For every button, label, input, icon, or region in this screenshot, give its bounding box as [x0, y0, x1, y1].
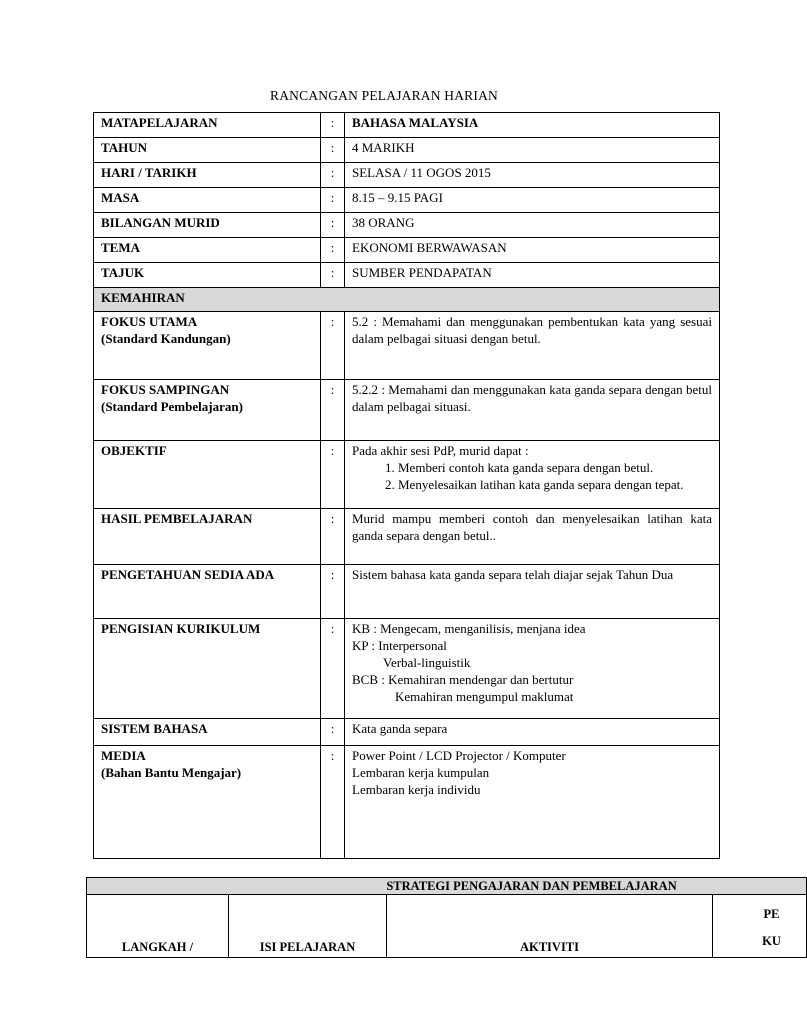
strategy-heading: STRATEGI PENGAJARAN DAN PEMBELAJARAN	[87, 878, 807, 895]
colon: :	[321, 380, 345, 441]
colon: :	[321, 312, 345, 380]
row-fokus-sampingan	[94, 380, 720, 441]
value-sistem-bahasa: Kata ganda separa	[345, 719, 720, 746]
row-media	[94, 746, 720, 859]
value-masa: 8.15 – 9.15 PAGI	[345, 188, 720, 213]
colon: :	[321, 113, 345, 138]
row-masa	[94, 188, 720, 213]
row-tajuk	[94, 263, 720, 288]
section-kemahiran: KEMAHIRAN	[94, 288, 720, 312]
fokus-sampingan-subtitle: (Standard Pembelajaran)	[101, 399, 243, 414]
value-fokus-utama: 5.2 : Memahami dan menggunakan pembentukan kata yang sesuai dalam pelbagai situasi dengan betul.	[345, 312, 720, 380]
media-title: MEDIA	[101, 748, 146, 763]
label-matapelajaran: MATAPELAJARAN	[94, 113, 321, 138]
pengisian-kp: KP : Interpersonal	[352, 638, 447, 653]
value-bilangan-murid: 38 ORANG	[345, 213, 720, 238]
colon: :	[321, 441, 345, 509]
row-objektif	[94, 441, 720, 509]
row-fokus-utama	[94, 312, 720, 380]
row-sistem-bahasa	[94, 719, 720, 746]
media-line: Lembaran kerja individu	[352, 782, 481, 797]
value-tajuk: SUMBER PENDAPATAN	[345, 263, 720, 288]
label-fokus-utama	[94, 312, 321, 380]
colon: :	[321, 565, 345, 619]
label-hasil-pembelajaran: HASIL PEMBELAJARAN	[94, 509, 321, 565]
label-tema: TEMA	[94, 238, 321, 263]
value-fokus-sampingan: 5.2.2 : Memahami dan menggunakan kata ganda separa dengan betul dalam pelbagai situasi.	[345, 380, 720, 441]
label-media	[94, 746, 321, 859]
label-tajuk: TAJUK	[94, 263, 321, 288]
row-pengisian-kurikulum	[94, 619, 720, 719]
col-pengisian-line1: PE	[763, 907, 780, 921]
col-isi-pelajaran: ISI PELAJARAN	[229, 895, 387, 958]
value-objektif	[345, 441, 720, 509]
row-tema	[94, 238, 720, 263]
value-matapelajaran: BAHASA MALAYSIA	[345, 113, 720, 138]
media-subtitle: (Bahan Bantu Mengajar)	[101, 765, 242, 780]
label-pengetahuan: PENGETAHUAN SEDIA ADA	[94, 565, 321, 619]
value-hasil-pembelajaran: Murid mampu memberi contoh dan menyelesaikan latihan kata ganda separa dengan betul..	[345, 509, 720, 565]
row-tahun	[94, 138, 720, 163]
strategy-columns-row	[87, 895, 807, 958]
colon: :	[321, 163, 345, 188]
col-langkah: LANGKAH /	[87, 895, 229, 958]
row-hari-tarikh	[94, 163, 720, 188]
pengisian-kp-2: Verbal-linguistik	[383, 655, 471, 670]
colon: :	[321, 188, 345, 213]
media-line: Power Point / LCD Projector / Komputer	[352, 748, 566, 763]
colon: :	[321, 719, 345, 746]
row-bilangan-murid	[94, 213, 720, 238]
colon: :	[321, 138, 345, 163]
label-pengisian-kurikulum: PENGISIAN KURIKULUM	[94, 619, 321, 719]
value-pengetahuan: Sistem bahasa kata ganda separa telah diajar sejak Tahun Dua	[345, 565, 720, 619]
label-objektif: OBJEKTIF	[94, 441, 321, 509]
pengisian-bcb: BCB : Kemahiran mendengar dan bertutur	[352, 672, 574, 687]
media-line: Lembaran kerja kumpulan	[352, 765, 490, 780]
colon: :	[321, 263, 345, 288]
col-aktiviti: AKTIVITI	[387, 895, 713, 958]
label-sistem-bahasa: SISTEM BAHASA	[94, 719, 321, 746]
colon: :	[321, 238, 345, 263]
row-hasil-pembelajaran	[94, 509, 720, 565]
colon: :	[321, 213, 345, 238]
lesson-plan-table	[93, 112, 720, 859]
label-tahun: TAHUN	[94, 138, 321, 163]
value-media	[345, 746, 720, 859]
pengisian-kb: KB : Mengecam, menganilisis, menjana idea	[352, 621, 586, 636]
value-hari-tarikh: SELASA / 11 OGOS 2015	[345, 163, 720, 188]
objektif-list	[352, 459, 712, 493]
row-matapelajaran	[94, 113, 720, 138]
colon: :	[321, 619, 345, 719]
col-pengisian-line2: KU	[762, 934, 781, 948]
pengisian-bcb-2: Kemahiran mengumpul maklumat	[395, 689, 574, 704]
value-tema: EKONOMI BERWAWASAN	[345, 238, 720, 263]
strategy-heading-row	[87, 878, 807, 895]
fokus-sampingan-title: FOKUS SAMPINGAN	[101, 382, 230, 397]
document-title: RANCANGAN PELAJARAN HARIAN	[270, 88, 498, 103]
label-masa: MASA	[94, 188, 321, 213]
row-kemahiran	[94, 288, 720, 312]
colon: :	[321, 509, 345, 565]
label-bilangan-murid: BILANGAN MURID	[94, 213, 321, 238]
list-item: 1. Memberi contoh kata ganda separa dengan betul.	[398, 459, 712, 476]
label-hari-tarikh: HARI / TARIKH	[94, 163, 321, 188]
fokus-utama-title: FOKUS UTAMA	[101, 314, 198, 329]
col-pengisian	[713, 895, 807, 958]
colon: :	[321, 746, 345, 859]
list-item: 2. Menyelesaikan latihan kata ganda separa dengan tepat.	[398, 476, 712, 493]
row-pengetahuan	[94, 565, 720, 619]
fokus-utama-subtitle: (Standard Kandungan)	[101, 331, 231, 346]
label-fokus-sampingan	[94, 380, 321, 441]
objektif-intro: Pada akhir sesi PdP, murid dapat :	[352, 443, 529, 458]
strategy-table	[86, 877, 807, 958]
value-pengisian-kurikulum	[345, 619, 720, 719]
value-tahun: 4 MARIKH	[345, 138, 720, 163]
